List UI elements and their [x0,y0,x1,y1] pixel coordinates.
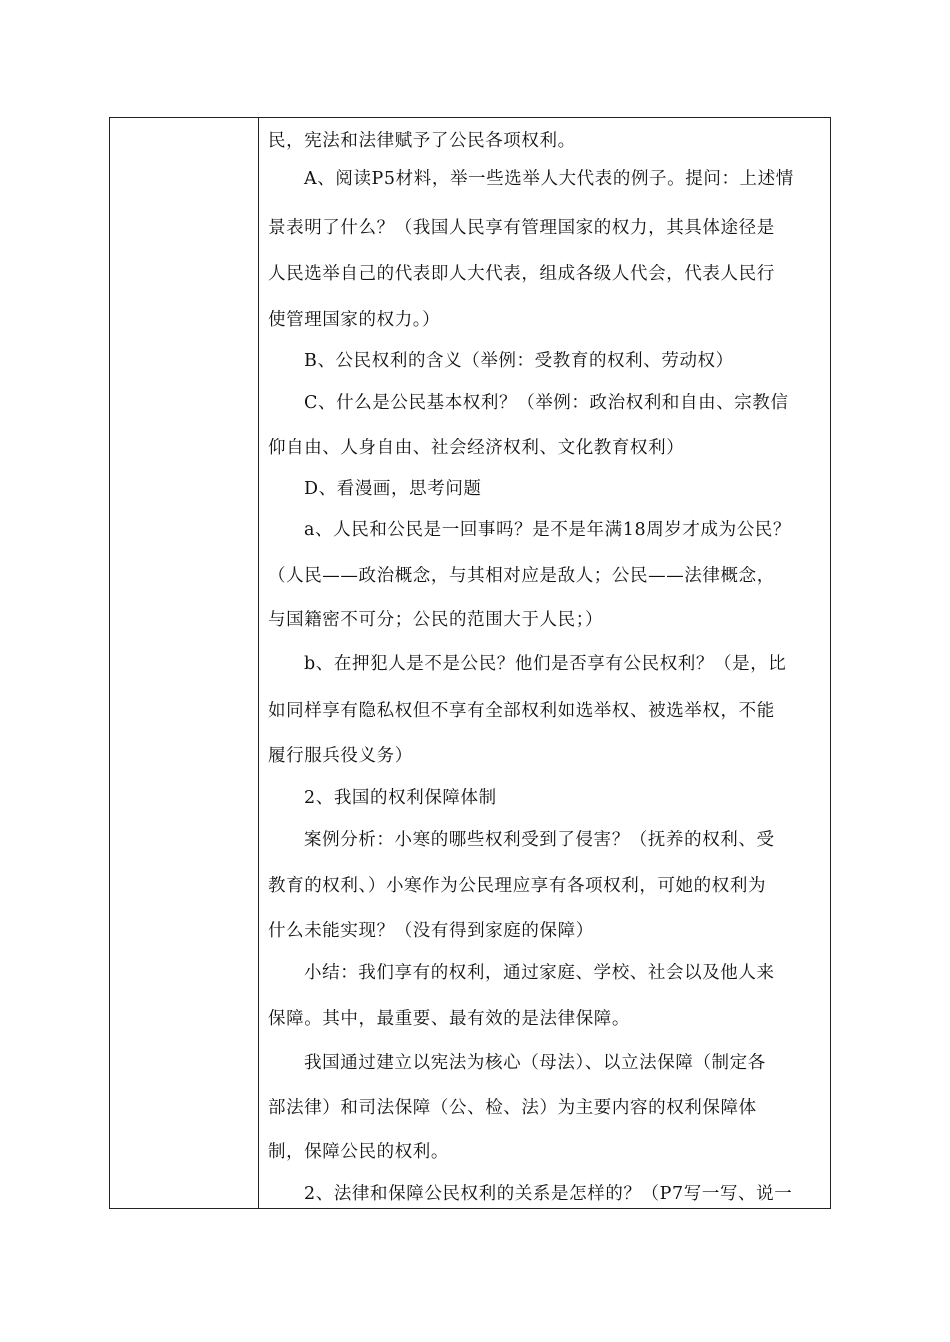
paragraph-line: （人民——政治概念，与其相对应是敌人；公民——法律概念， [268,566,775,586]
paragraph-line: B、公民权利的含义（举例：受教育的权利、劳动权） [304,351,734,371]
paragraph-line: b、在押犯人是不是公民？他们是否享有公民权利？（是，比 [304,654,787,674]
paragraph-line: 小结：我们享有的权利，通过家庭、学校、社会以及他人来 [304,963,775,983]
paragraph-line: C、什么是公民基本权利？（举例：政治权利和自由、宗教信 [304,393,789,413]
paragraph-line: a、人民和公民是一回事吗？是不是年满18周岁才成为公民？ [304,520,791,540]
paragraph-line: 景表明了什么？（我国人民享有管理国家的权力，其具体途径是 [268,218,775,238]
paragraph-line: 2、我国的权利保障体制 [304,788,497,808]
paragraph-line: 保障。其中，最重要、最有效的是法律保障。 [268,1009,630,1029]
paragraph-line: 教育的权利、）小寒作为公民理应享有各项权利，可她的权利为 [268,876,767,896]
paragraph-line: 与国籍密不可分；公民的范围大于人民；） [268,610,604,630]
paragraph-line: D、看漫画，思考问题 [304,479,482,499]
paragraph-line: 案例分析：小寒的哪些权利受到了侵害？（抚养的权利、受 [304,830,775,850]
paragraph-line: 使管理国家的权力。） [268,310,441,330]
lesson-table [109,117,831,1209]
paragraph-line: 什么未能实现？（没有得到家庭的保障） [268,921,594,941]
paragraph-line: 仰自由、人身自由、社会经济权利、文化教育权利） [268,438,685,458]
paragraph-line: 2、法律和保障公民权利的关系是怎样的？（P7写一写、说一 [304,1184,793,1204]
paragraph-line: A、阅读P5材料，举一些选举人大代表的例子。提问：上述情 [304,169,794,189]
paragraph-line: 民，宪法和法律赋予了公民各项权利。 [268,131,576,151]
paragraph-line: 制，保障公民的权利。 [268,1142,449,1162]
paragraph-line: 我国通过建立以宪法为核心（母法）、以立法保障（制定各 [304,1053,766,1073]
paragraph-line: 履行服兵役义务） [268,746,413,766]
column-divider [258,118,259,1208]
paragraph-line: 部法律）和司法保障（公、检、法）为主要内容的权利保障体 [268,1098,757,1118]
paragraph-line: 如同样享有隐私权但不享有全部权利如选举权、被选举权，不能 [268,701,775,721]
paragraph-line: 人民选举自己的代表即人大代表，组成各级人代会，代表人民行 [268,264,775,284]
